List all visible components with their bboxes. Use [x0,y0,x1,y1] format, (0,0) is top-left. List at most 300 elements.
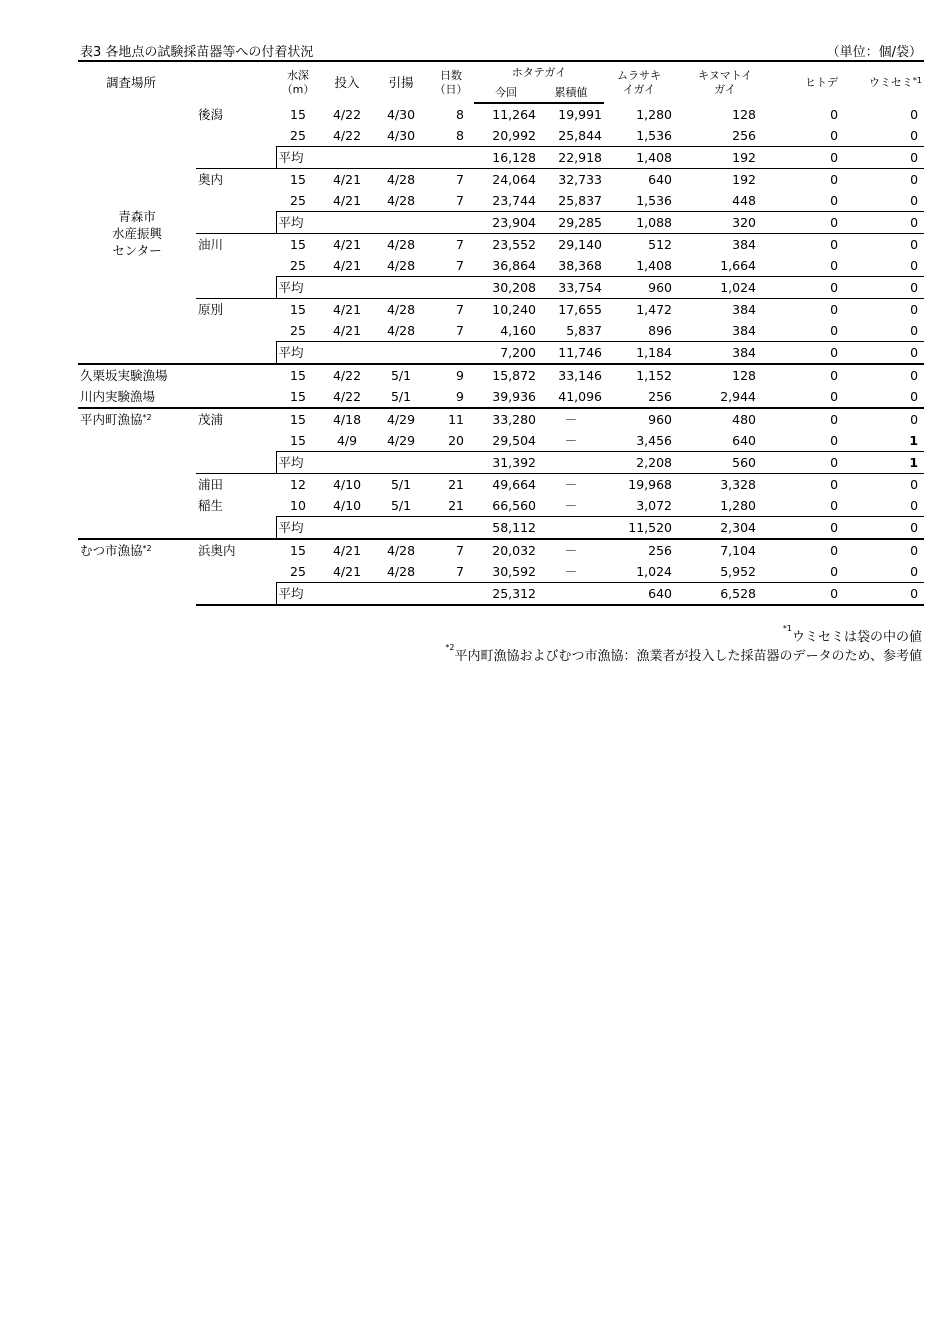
depth-cell: 25 [290,193,306,208]
retrieve-cell [374,342,428,365]
site-cell: 油川 [196,234,276,256]
days-cell: 9 [456,389,464,404]
deploy-cell: 4/10 [332,498,362,513]
retrieve-cell: 4/28 [386,564,416,579]
hitode-cell: 0 [776,277,860,299]
group-kawauchi: 川内実験漁場 [80,389,156,404]
hitode-cell: 0 [830,433,839,448]
header-row-1 [78,61,924,82]
col-scallop-cumulative: 累積値 [538,82,604,103]
scallop-now-cell: 25,312 [474,583,538,606]
footnote-2: $^{*2}$平内町漁協およびむつ市漁協：漁業者が投入した採苗器のデータのため、参考値 [445,643,922,664]
col-umisemi: ウミセミ$^{*1}$ [868,76,923,89]
depth-cell: 25 [290,128,306,143]
hitode-cell: 0 [776,299,860,321]
depth-cell: 15 [276,299,320,321]
deploy-cell [320,517,374,540]
kinumatoi-cell: 128 [674,364,776,386]
hitode-cell: 0 [776,364,860,386]
scallop-now-cell: 23,904 [474,212,538,234]
deploy-cell: 4/22 [332,106,362,122]
murasaki-cell: 1,408 [604,147,674,169]
kinumatoi-cell: 128 [732,106,757,122]
retrieve-cell: 4/29 [386,433,416,448]
deploy-cell [320,342,374,365]
kinumatoi-cell: 1,024 [674,277,776,299]
murasaki-cell: 2,208 [604,452,674,474]
days-cell: 7 [456,564,464,579]
umisemi-cell: 0 [860,539,924,561]
kinumatoi-cell: 384 [674,299,776,321]
murasaki-cell: 1,024 [636,564,673,579]
group-aomori: 青森市 水産振興 センター [111,208,162,258]
retrieve-cell [374,147,428,169]
table-row [78,561,924,583]
scallop-now-cell: 30,208 [474,277,538,299]
scallop-now-cell: 33,280 [474,408,538,430]
hitode-cell: 0 [776,452,860,474]
murasaki-cell: 640 [604,583,674,606]
retrieve-cell: 4/28 [386,323,416,338]
retrieve-cell [374,452,428,474]
table-row [78,364,924,386]
murasaki-cell: 960 [604,277,674,299]
scallop-now-cell: 24,064 [474,169,538,191]
footnotes [445,626,922,664]
deploy-cell [320,583,374,606]
average-label: 平均 [276,277,320,299]
retrieve-cell [374,583,428,606]
deploy-cell: 4/21 [332,258,362,273]
umisemi-cell: 1 [860,452,924,474]
site-cell [196,212,276,234]
retrieve-cell [374,212,428,234]
col-deploy: 投入 [334,74,360,90]
days-cell [428,212,474,234]
average-row [78,277,924,299]
hitode-cell: 0 [830,498,839,513]
umisemi-cell: 0 [910,258,919,273]
deploy-cell [320,212,374,234]
days-cell [428,342,474,365]
scallop-now-cell: 23,552 [474,234,538,256]
site-cell [196,517,276,540]
table-row [78,474,924,496]
umisemi-cell: 0 [910,389,919,404]
kinumatoi-cell: 2,304 [674,517,776,540]
kinumatoi-cell: 3,328 [674,474,776,496]
hitode-cell: 0 [830,389,839,404]
retrieve-cell: 4/28 [374,539,428,561]
scallop-cum-cell: 29,140 [538,234,604,256]
murasaki-cell: 1,472 [604,299,674,321]
scallop-now-cell: 15,872 [474,364,538,386]
umisemi-cell: 0 [860,147,924,169]
scallop-cum-cell: 29,285 [538,212,604,234]
days-cell [428,517,474,540]
deploy-cell: 4/21 [320,539,374,561]
days-cell: 21 [448,498,464,513]
umisemi-cell: 0 [860,364,924,386]
col-scallop: ホタテガイ [511,65,567,79]
deploy-cell [320,452,374,474]
murasaki-cell: 1,152 [604,364,674,386]
kinumatoi-cell: 320 [674,212,776,234]
days-cell: 7 [456,323,464,338]
group-mutsu: むつ市漁協$^{*2}$ [78,539,196,605]
murasaki-cell: 3,456 [636,433,673,448]
umisemi-cell: 0 [860,234,924,256]
site-cell [196,452,276,474]
col-murasaki: ムラサキ イガイ [617,68,662,96]
table-row [78,320,924,342]
unit-label: （単位：個/袋） [826,45,922,60]
site-cell [196,561,276,583]
site-cell [196,583,276,606]
hitode-cell: 0 [776,212,860,234]
days-cell [428,147,474,169]
site-cell [196,190,276,212]
kinumatoi-cell: 560 [674,452,776,474]
kinumatoi-cell: 2,944 [720,389,757,404]
days-cell [428,583,474,606]
scallop-cum-cell: － [538,474,604,496]
retrieve-cell: 4/28 [374,299,428,321]
scallop-now-cell: 29,504 [492,433,536,448]
deploy-cell: 4/21 [332,323,362,338]
hitode-cell: 0 [776,583,860,606]
deploy-cell: 4/22 [320,364,374,386]
umisemi-cell: 0 [860,583,924,606]
kinumatoi-cell: 1,280 [720,498,757,513]
table-row [78,386,924,408]
umisemi-cell: 0 [910,128,919,143]
retrieve-cell: 4/28 [374,169,428,191]
umisemi-cell: 0 [860,474,924,496]
scallop-cum-cell: 33,146 [538,364,604,386]
umisemi-cell: 0 [910,564,919,579]
scallop-cum-cell: 25,837 [558,193,603,208]
days-cell: 8 [456,128,464,143]
depth-cell: 15 [276,234,320,256]
kinumatoi-cell: 192 [674,147,776,169]
col-location: 調査場所 [106,74,157,90]
murasaki-cell: 960 [604,408,674,430]
depth-cell: 15 [290,433,306,448]
depth-cell: 15 [290,389,306,404]
scallop-now-cell: 7,200 [474,342,538,365]
hitode-cell: 0 [776,234,860,256]
scallop-now-cell: 23,744 [492,193,536,208]
days-cell: 9 [428,364,474,386]
col-depth: 水深 （m） [281,68,315,96]
retrieve-cell: 4/28 [386,193,416,208]
scallop-now-cell: 20,992 [492,128,536,143]
umisemi-cell: 0 [860,342,924,365]
deploy-cell: 4/22 [332,128,362,143]
scallop-cum-cell: － [564,564,578,579]
scallop-cum-cell: － [564,433,578,448]
scallop-now-cell: 30,592 [492,564,536,579]
kinumatoi-cell: 480 [674,408,776,430]
scallop-now-cell: 49,664 [474,474,538,496]
deploy-cell: 4/10 [320,474,374,496]
kinumatoi-cell: 448 [732,193,757,208]
days-cell: 11 [428,408,474,430]
scallop-cum-cell: 32,733 [538,169,604,191]
hitode-cell: 0 [830,323,839,338]
site-cell [196,125,276,147]
deploy-cell: 4/21 [320,299,374,321]
hitode-cell: 0 [776,342,860,365]
days-cell: 7 [456,258,464,273]
days-cell: 8 [456,106,464,122]
deploy-cell: 4/21 [332,193,362,208]
days-cell: 7 [428,169,474,191]
umisemi-cell: 0 [860,299,924,321]
depth-cell: 25 [290,564,306,579]
scallop-cum-cell: 22,918 [538,147,604,169]
retrieve-cell [374,277,428,299]
murasaki-cell: 1,184 [604,342,674,365]
depth-cell: 15 [276,169,320,191]
scallop-cum-cell: － [564,498,578,513]
murasaki-cell: 896 [648,323,673,338]
umisemi-cell: 0 [910,323,919,338]
scallop-cum-cell: 19,991 [558,107,603,122]
hitode-cell: 0 [776,539,860,561]
table-row [78,169,924,191]
hitode-cell: 0 [830,258,839,273]
col-scallop-now: 今回 [474,82,538,103]
site-cell [196,147,276,169]
scallop-cum-cell: － [538,408,604,430]
days-cell: 7 [428,539,474,561]
umisemi-cell: 0 [910,498,919,513]
table-row [78,190,924,212]
table-row [78,125,924,147]
retrieve-cell: 4/28 [386,258,416,273]
scallop-cum-cell: 33,754 [538,277,604,299]
average-label: 平均 [276,517,320,540]
scallop-cum-cell [538,583,604,606]
umisemi-cell: 0 [910,106,919,122]
murasaki-cell: 11,520 [604,517,674,540]
retrieve-cell: 4/29 [374,408,428,430]
retrieve-cell: 5/1 [374,364,428,386]
col-site [196,61,276,103]
average-row [78,583,924,606]
table-row [78,430,924,452]
scallop-now-cell: 4,160 [500,323,536,338]
depth-cell: 25 [290,258,306,273]
hitode-cell: 0 [830,193,839,208]
murasaki-cell: 256 [648,389,673,404]
site-cell: 浦田 [196,474,276,496]
scallop-now-cell: 58,112 [474,517,538,540]
average-row [78,342,924,365]
kinumatoi-cell: 7,104 [674,539,776,561]
scallop-now-cell: 11,264 [492,107,536,122]
col-kinumatoi: キヌマトイ ガイ [697,68,753,96]
site-cell: 浜奥内 [196,539,276,561]
site-cell: 原別 [196,299,276,321]
depth-cell: 25 [290,323,306,338]
scallop-cum-cell [538,517,604,540]
hitode-cell: 0 [830,128,839,143]
scallop-now-cell: 31,392 [474,452,538,474]
scallop-cum-cell: 25,844 [558,128,603,143]
group-hiranai: 平内町漁協$^{*2}$ [78,408,196,539]
table-row [78,255,924,277]
retrieve-cell: 5/1 [390,389,412,404]
average-row [78,517,924,540]
days-cell [428,452,474,474]
average-row [78,147,924,169]
days-cell: 20 [448,433,464,448]
umisemi-cell: 0 [860,517,924,540]
scallop-cum-cell: － [538,539,604,561]
days-cell: 21 [428,474,474,496]
site-cell [196,320,276,342]
site-cell: 稲生 [198,498,224,514]
scallop-now-cell: 20,032 [474,539,538,561]
average-label: 平均 [276,147,320,169]
hitode-cell: 0 [776,147,860,169]
hitode-cell: 0 [776,169,860,191]
murasaki-cell: 1,280 [636,106,673,122]
kinumatoi-cell: 256 [732,128,757,143]
hitode-cell: 0 [776,517,860,540]
depth-cell: 15 [290,106,306,122]
days-cell [428,277,474,299]
hitode-cell: 0 [830,564,839,579]
average-label: 平均 [276,583,320,606]
table-row [78,103,924,125]
retrieve-cell: 5/1 [374,474,428,496]
table-row [78,234,924,256]
site-cell [196,277,276,299]
umisemi-cell: 0 [860,277,924,299]
deploy-cell: 4/18 [320,408,374,430]
depth-cell: 15 [276,539,320,561]
table-row [78,539,924,561]
table-title: 表3 各地点の試験採苗器等への付着状況 [80,45,314,60]
deploy-cell: 4/21 [320,234,374,256]
hitode-cell: 0 [830,106,839,122]
depth-cell: 15 [276,364,320,386]
scallop-cum-cell: 38,368 [558,258,603,273]
table-row [78,495,924,517]
site-cell: 後潟 [198,106,224,122]
table-row [78,299,924,321]
deploy-cell [320,147,374,169]
retrieve-cell [374,517,428,540]
depth-cell: 15 [276,408,320,430]
scallop-now-cell: 16,128 [474,147,538,169]
scallop-now-cell: 10,240 [474,299,538,321]
retrieve-cell: 4/30 [386,106,416,122]
umisemi-cell: 0 [860,408,924,430]
table-caption [80,41,922,59]
scallop-cum-cell [538,452,604,474]
murasaki-cell: 19,968 [604,474,674,496]
kinumatoi-cell: 5,952 [720,564,757,579]
umisemi-cell: 0 [910,193,919,208]
kinumatoi-cell: 384 [732,323,757,338]
hitode-cell: 0 [776,408,860,430]
average-label: 平均 [276,342,320,365]
murasaki-cell: 640 [604,169,674,191]
footnote-1: $^{*1}$ウミセミは袋の中の値 [782,624,922,645]
murasaki-cell: 256 [604,539,674,561]
deploy-cell: 4/21 [332,564,362,579]
deploy-cell: 4/22 [332,389,362,404]
umisemi-cell: 0 [860,169,924,191]
col-hitode: ヒトデ [805,76,839,89]
retrieve-cell: 5/1 [390,498,412,513]
scallop-now-cell: 39,936 [492,389,536,404]
kinumatoi-cell: 192 [674,169,776,191]
site-cell: 茂浦 [196,408,276,430]
site-cell: 奥内 [196,169,276,191]
kinumatoi-cell: 1,664 [720,258,757,273]
kinumatoi-cell: 384 [674,342,776,365]
scallop-now-cell: 36,864 [492,258,536,273]
scallop-cum-cell: 41,096 [558,389,603,404]
deploy-cell: 4/21 [320,169,374,191]
depth-cell: 12 [276,474,320,496]
deploy-cell [320,277,374,299]
murasaki-cell: 1,408 [636,258,673,273]
days-cell: 7 [456,193,464,208]
murasaki-cell: 1,536 [636,193,673,208]
days-cell: 7 [428,234,474,256]
scallop-cum-cell: 11,746 [538,342,604,365]
umisemi-cell: 0 [860,212,924,234]
site-cell [196,255,276,277]
average-label: 平均 [276,212,320,234]
kinumatoi-cell: 6,528 [674,583,776,606]
col-days: 日数 （日） [434,68,468,96]
murasaki-cell: 1,536 [636,128,673,143]
table-row [78,408,924,430]
depth-cell: 10 [290,498,306,513]
col-retrieve: 引揚 [388,74,414,90]
average-row [78,452,924,474]
umisemi-cell: 1 [909,433,919,448]
scallop-now-cell: 66,560 [492,498,536,513]
average-row [78,212,924,234]
deploy-cell: 4/9 [336,433,358,448]
days-cell: 7 [428,299,474,321]
site-cell [196,430,276,452]
scallop-cum-cell: 17,655 [538,299,604,321]
retrieve-cell: 4/30 [386,128,416,143]
site-cell [196,342,276,365]
attachment-table [78,60,924,606]
group-kuriyamazaka: 久栗坂実験漁場 [78,364,276,386]
retrieve-cell: 4/28 [374,234,428,256]
average-label: 平均 [276,452,320,474]
murasaki-cell: 3,072 [636,498,673,513]
kinumatoi-cell: 640 [732,433,757,448]
murasaki-cell: 1,088 [604,212,674,234]
kinumatoi-cell: 384 [674,234,776,256]
murasaki-cell: 512 [604,234,674,256]
hitode-cell: 0 [776,474,860,496]
scallop-cum-cell: 5,837 [566,323,603,338]
